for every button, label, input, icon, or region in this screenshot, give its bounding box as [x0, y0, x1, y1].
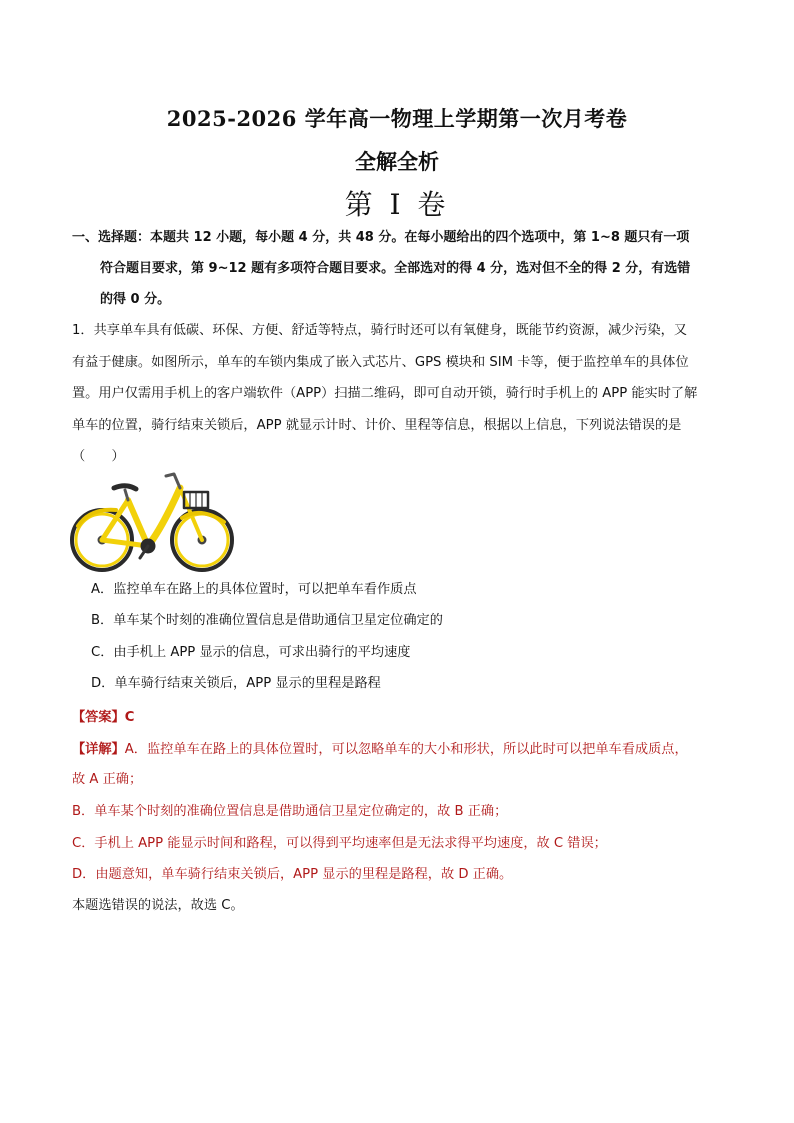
option-c: C．由手机上 APP 显示的信息，可求出骑行的平均速度 [91, 645, 411, 660]
answer-line [72, 706, 134, 725]
explanation-line: C．手机上 APP 能显示时间和路程，可以得到平均速率但是无法求得平均速度，故 C 错误； [72, 836, 607, 851]
question-line: 置。用户仅需用手机上的客户端软件（APP）扫描二维码，即可自动开锁，骑行时手机上的 APP 能实时了解 [72, 386, 698, 401]
volume-heading: 第 I 卷 [344, 188, 450, 221]
exam-title: 2025-2026 学年高一物理上学期第一次月考卷 [166, 106, 628, 131]
shared-bike-image [70, 470, 236, 574]
explanation-line: 故 A 正确； [72, 772, 143, 787]
explanation-label: 【详解】 [72, 742, 125, 757]
section-instructions [72, 222, 732, 315]
answer-value: C [124, 710, 135, 725]
question-line: 1．共享单车具有低碳、环保、方便、舒适等特点，骑行时还可以有氧健身，既能节约资源，减少污染，又 [72, 323, 688, 338]
explanation-line: D．由题意知，单车骑行结束关锁后，APP 显示的里程是路程，故 D 正确。 [72, 867, 513, 882]
question-line: 单车的位置，骑行结束关锁后，APP 就显示计时、计价、里程等信息，根据以上信息，下列说法错误的是 [72, 417, 682, 433]
question-line: （ ） [72, 449, 125, 464]
section-line: 符合题目要求，第 9~12 题有多项符合题目要求。全部选对的得 4 分，选对但不全的得 2 分，有选错 [100, 261, 691, 276]
exam-subtitle: 全解全析 [355, 149, 439, 174]
question-1-stem [72, 315, 732, 473]
explanation-line [72, 738, 688, 757]
explanation-text: A．监控单车在路上的具体位置时，可以忽略单车的大小和形状，所以此时可以把单车看成质点， [124, 742, 688, 757]
question-line: 有益于健康。如图所示，单车的车锁内集成了嵌入式芯片、GPS 模块和 SIM 卡等，便于监控单车的具体位 [72, 354, 689, 370]
section-line: 一、选择题：本题共 12 小题，每小题 4 分，共 48 分。在每小题给出的四个选项中，第 1~8 题只有一项 [72, 230, 690, 245]
option-d: D．单车骑行结束关锁后，APP 显示的里程是路程 [91, 676, 381, 691]
explanation-line: B．单车某个时刻的准确位置信息是借助通信卫星定位确定的，故 B 正确； [72, 804, 508, 819]
section-line: 的得 0 分。 [100, 292, 171, 307]
option-b: B．单车某个时刻的准确位置信息是借助通信卫星定位确定的 [91, 613, 443, 628]
option-a: A．监控单车在路上的具体位置时，可以把单车看作质点 [91, 582, 417, 597]
conclusion-line: 本题选错误的说法，故选 C。 [72, 898, 244, 913]
answer-label: 【答案】 [72, 710, 125, 725]
